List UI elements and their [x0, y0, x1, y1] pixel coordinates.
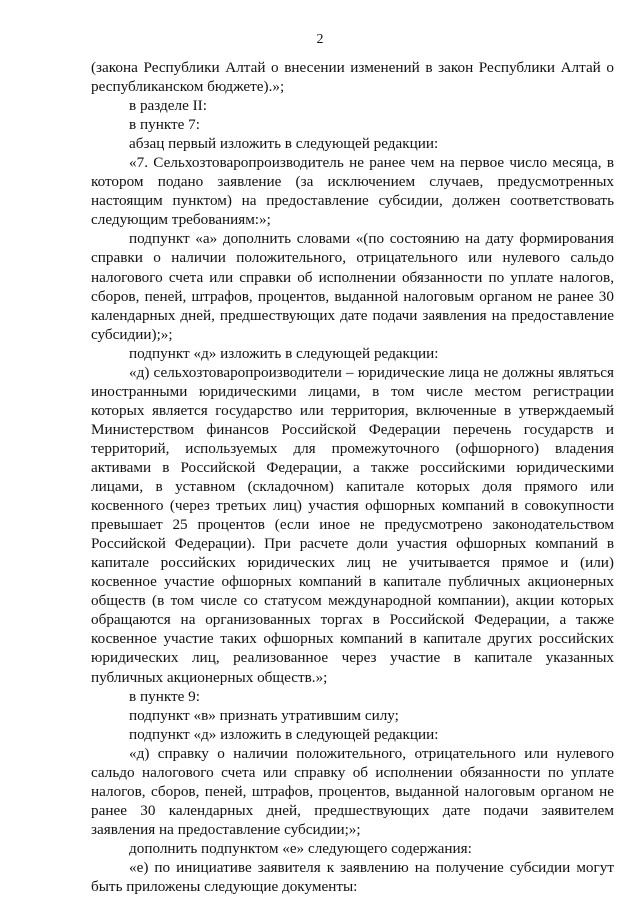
text-line: республиканском бюджете).»;: [91, 78, 285, 96]
text-line: подпункт «а» дополнить словами «(по состоянию на дату формирования: [129, 230, 614, 248]
text-line: косвенное участие офшорных компаний в капитале публичных акционерных: [91, 573, 614, 591]
text-line: быть приложены следующие документы:: [91, 878, 358, 896]
text-line: в разделе II:: [129, 97, 207, 115]
text-line: подпункт «д» изложить в следующей редакции:: [129, 344, 439, 362]
text-line: следующим требованиям:»;: [91, 211, 271, 229]
text-line: капитале российских юридических лиц не учитывается прямое и (или): [91, 554, 614, 572]
text-line: в пункте 7:: [129, 116, 200, 134]
text-line: Российской Федерации). При расчете доли участия офшорных компаний в: [91, 535, 614, 553]
text-line: «д) сельхозтоваропроизводители – юридические лица не должны являться: [129, 363, 614, 381]
text-line: активами в Российской Федерации, а также российскими юридическими: [91, 458, 614, 476]
text-line: календарных дней, предшествующих дате подачи заявления на предоставление: [91, 306, 614, 324]
text-line: обществ (в том числе со статусом международной компании), акции которых: [91, 592, 614, 610]
text-line: абзац первый изложить в следующей редакции:: [129, 135, 439, 153]
text-line: территорий, используемых для промежуточного (офшорного) владения: [91, 439, 614, 457]
text-line: косвенное участие таких офшорных компаний в капитале других российских: [91, 630, 614, 648]
text-line: «д) справку о наличии положительного, отрицательного или нулевого: [129, 744, 614, 762]
text-line: иностранными юридическими лицами, в том числе местом регистрации: [91, 382, 614, 400]
text-line: Министерством финансов Российской Федерации перечень государств и: [91, 420, 614, 438]
text-line: обращаются на организованных торгах в Российской Федерации, а также: [91, 611, 614, 629]
text-line: юридических лиц, реализованное через участие в капитале указанных: [91, 649, 614, 667]
text-line: «е) по инициативе заявителя к заявлению на получение субсидии могут: [129, 858, 614, 876]
text-line: сальдо налогового счета или справку об исполнении обязанности по уплате: [91, 763, 614, 781]
text-line: публичных акционерных обществ.»;: [91, 668, 328, 686]
text-line: сборов, пеней, штрафов, процентов, выданной налоговым органом не ранее 30: [91, 287, 614, 305]
text-line: лицами, в уставном (складочном) капитале которых доля прямого или: [91, 478, 614, 496]
text-line: налогов, сборов, пеней, штрафов, процентов, выданной налоговым органом не: [91, 782, 614, 800]
text-line: которых является государство или территория, включенные в утверждаемый: [91, 401, 614, 419]
text-line: подпункт «в» признать утратившим силу;: [129, 706, 399, 724]
text-line: косвенного (через третьих лиц) участия офшорных компаний в совокупности: [91, 497, 614, 515]
text-line: заявления на предоставление субсидии;»;: [91, 820, 361, 838]
text-line: справки о наличии положительного, отрицательного или нулевого сальдо: [91, 249, 614, 267]
text-line: «7. Сельхозтоваропроизводитель не ранее чем на первое число месяца, в: [129, 154, 614, 172]
text-line: настоящим пунктом) на предоставление субсидии, должен соответствовать: [91, 192, 614, 210]
text-line: превышает 25 процентов (если иное не предусмотрено законодательством: [91, 516, 614, 534]
text-line: налогового счета или справки об исполнении обязанности по уплате налогов,: [91, 268, 614, 286]
text-line: (закона Республики Алтай о внесении изменений в закон Республики Алтай о: [91, 59, 614, 76]
text-line: в пункте 9:: [129, 687, 200, 705]
text-line: ранее 30 календарных дней, предшествующих дате подачи заявителем: [91, 801, 614, 819]
document-body: [91, 58, 614, 896]
text-line: подпункт «д» изложить в следующей редакции:: [129, 725, 439, 743]
text-line: субсидии);»;: [91, 325, 173, 343]
page-number: 2: [316, 32, 324, 47]
text-line: дополнить подпунктом «е» следующего содержания:: [129, 839, 472, 857]
text-line: котором подано заявление (за исключением случаев, предусмотренных: [91, 173, 614, 191]
